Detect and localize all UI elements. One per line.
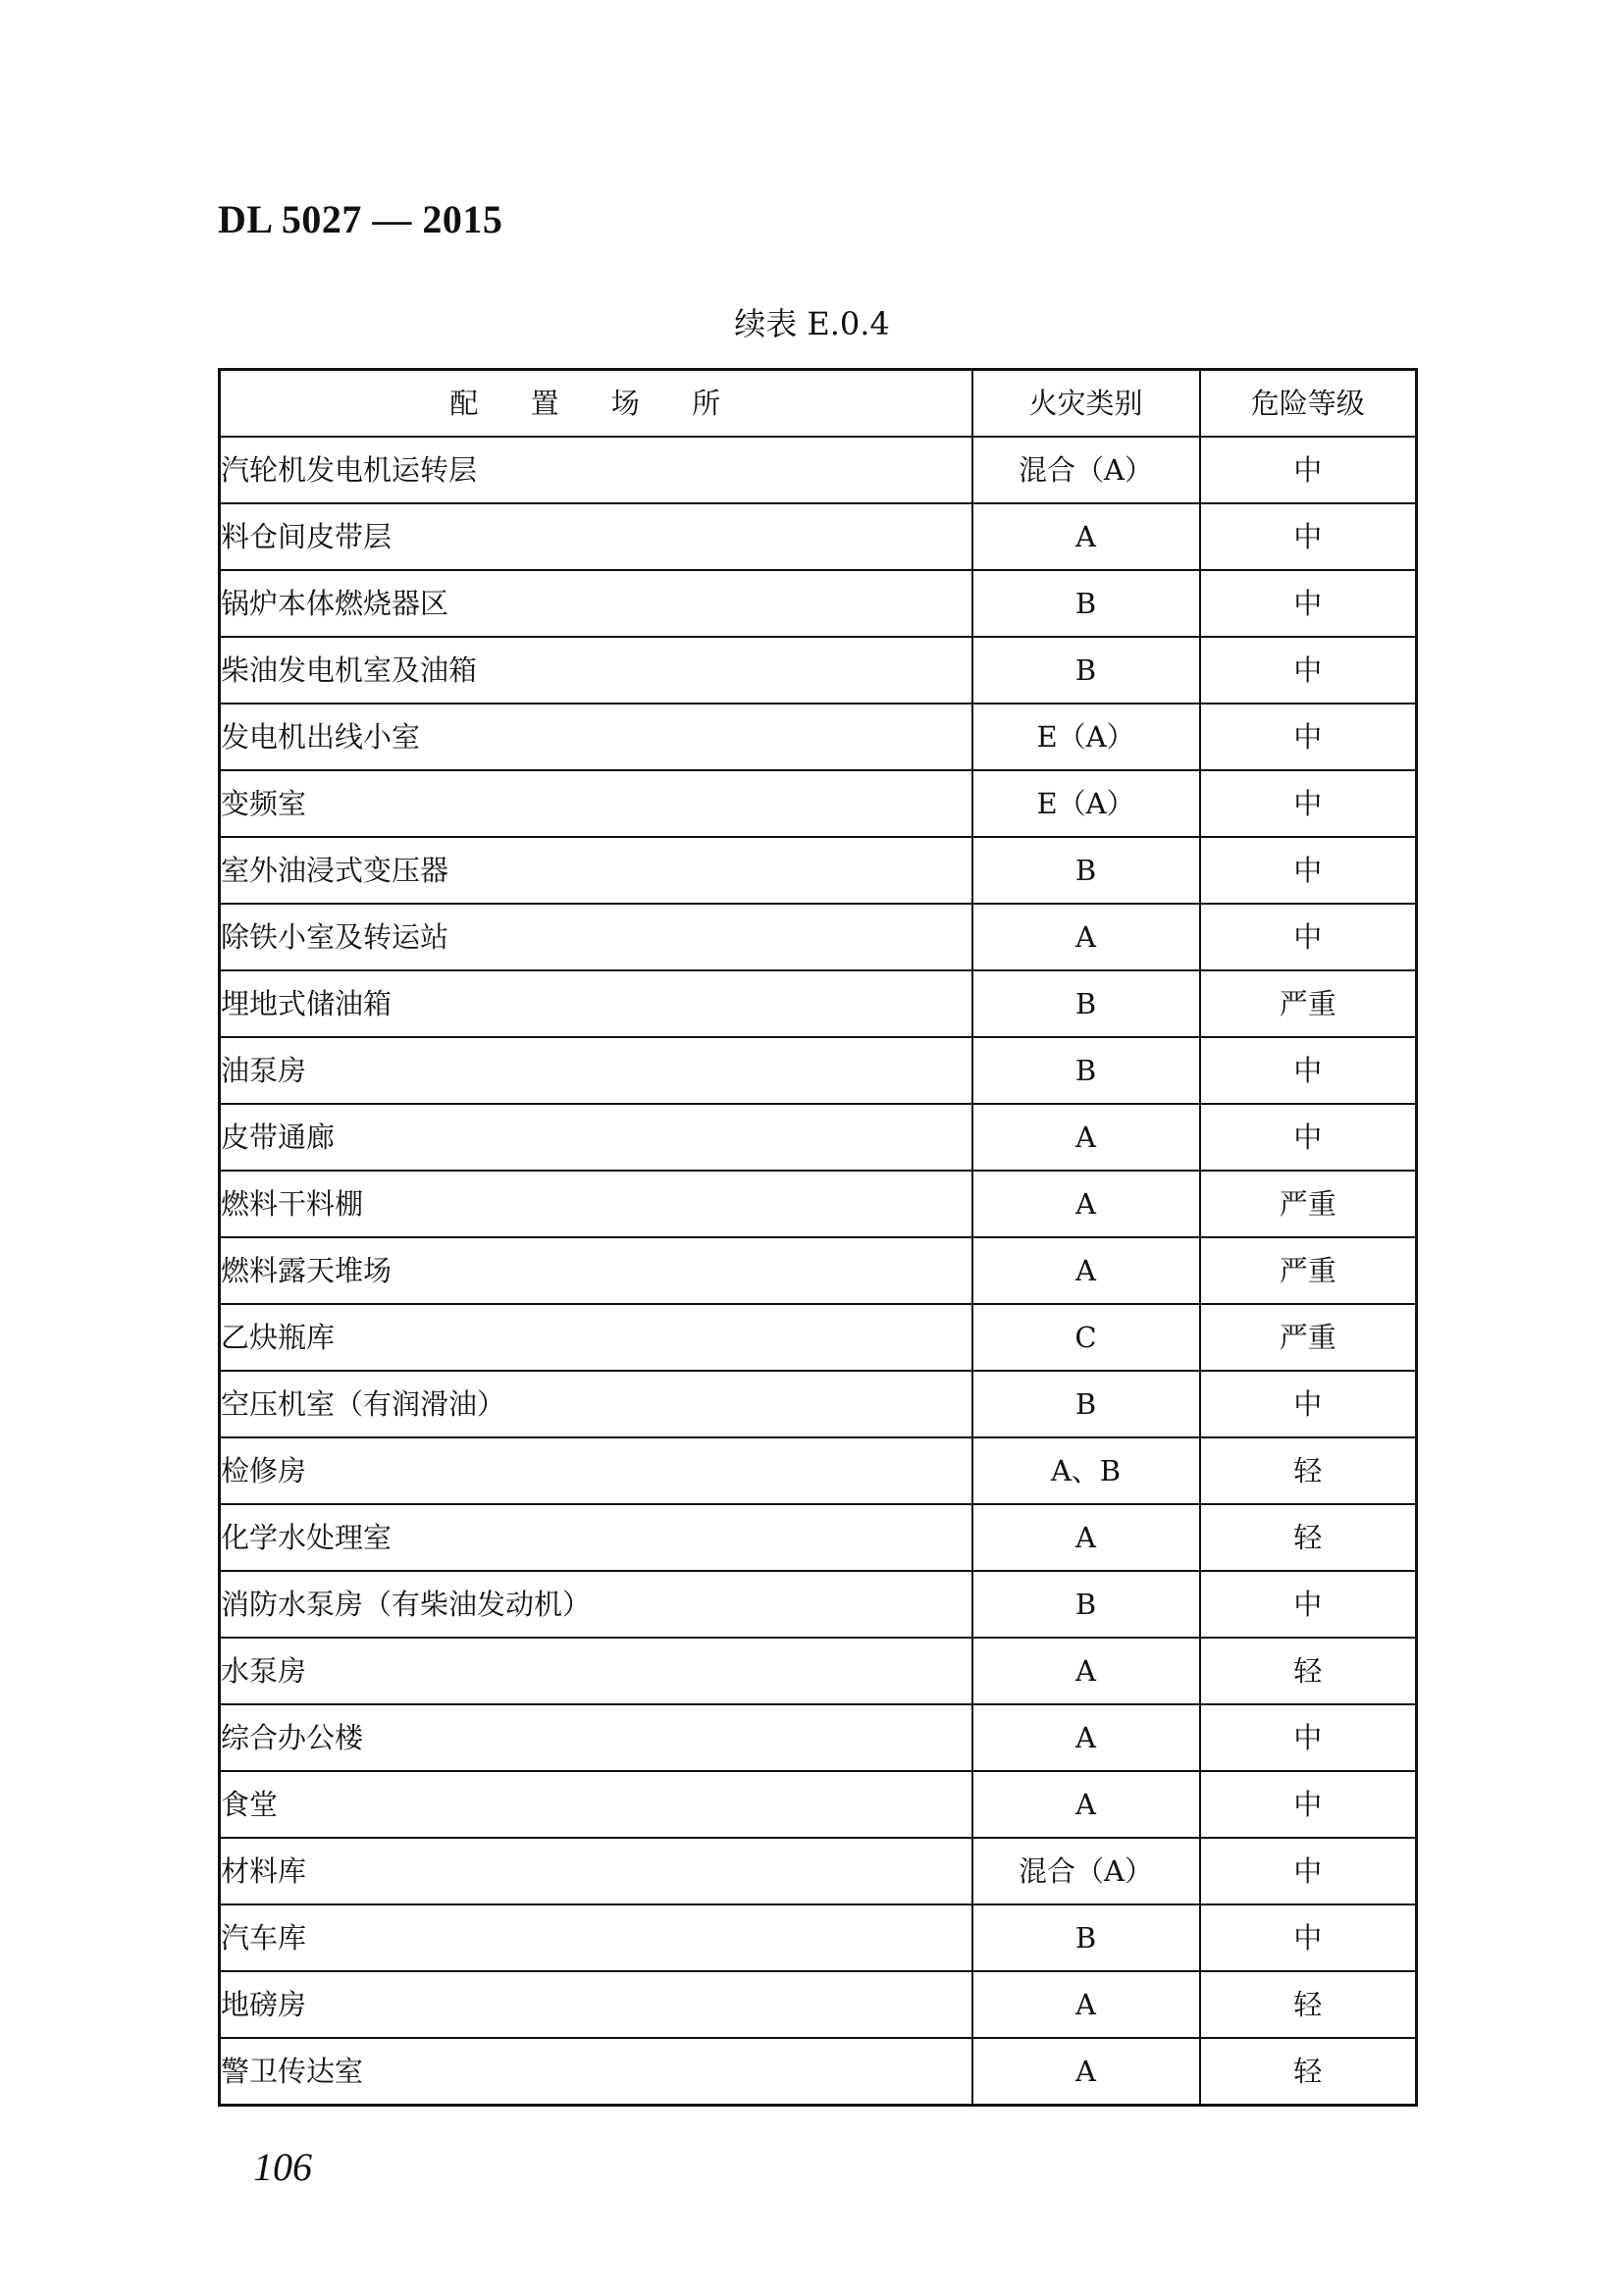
table-row [220,1104,1417,1171]
cell-place: 锅炉本体燃烧器区 [220,570,972,637]
table-row [220,1304,1417,1371]
cell-fire-class: A [972,1971,1200,2038]
cell-fire-class: 混合（A） [972,437,1200,503]
table-row [220,503,1417,570]
table-row [220,437,1417,503]
cell-fire-class: A [972,503,1200,570]
table-row [220,1638,1417,1704]
cell-hazard-level: 中 [1200,637,1417,704]
cell-place: 化学水处理室 [220,1504,972,1571]
table-caption: 续表 E.0.4 [734,305,890,342]
table-row [220,1037,1417,1104]
table-row [220,770,1417,837]
cell-fire-class: A [972,1237,1200,1304]
column-header-fire-class: 火灾类别 [972,370,1200,438]
table-row [220,1904,1417,1971]
cell-fire-class: A [972,1771,1200,1838]
cell-hazard-level: 轻 [1200,2038,1417,2106]
table-header-row [220,370,1417,438]
cell-hazard-level: 中 [1200,1037,1417,1104]
cell-fire-class: 混合（A） [972,1838,1200,1904]
table-row [220,1371,1417,1437]
document-code: DL 5027 — 2015 [218,197,503,241]
table-row [220,2038,1417,2106]
table-row [220,904,1417,970]
cell-fire-class: B [972,1371,1200,1437]
cell-hazard-level: 轻 [1200,1437,1417,1504]
page-number: 106 [253,2145,312,2189]
cell-fire-class: B [972,837,1200,904]
cell-place: 警卫传达室 [220,2038,972,2106]
cell-fire-class: A [972,1504,1200,1571]
cell-hazard-level: 严重 [1200,1171,1417,1237]
table-row [220,1237,1417,1304]
cell-fire-class: C [972,1304,1200,1371]
column-header-place: 配 置 场 所 [220,370,972,438]
table-row [220,837,1417,904]
table-row [220,704,1417,770]
table-row [220,1437,1417,1504]
cell-hazard-level: 中 [1200,837,1417,904]
table-row [220,1504,1417,1571]
cell-place: 发电机出线小室 [220,704,972,770]
cell-hazard-level: 中 [1200,1704,1417,1771]
cell-place: 综合办公楼 [220,1704,972,1771]
cell-place: 汽轮机发电机运转层 [220,437,972,503]
cell-fire-class: A [972,904,1200,970]
cell-place: 地磅房 [220,1971,972,2038]
cell-hazard-level: 中 [1200,503,1417,570]
cell-place: 汽车库 [220,1904,972,1971]
table-row [220,1971,1417,2038]
cell-fire-class: E（A） [972,704,1200,770]
cell-place: 消防水泵房（有柴油发动机） [220,1571,972,1638]
cell-fire-class: A [972,1704,1200,1771]
table-row [220,637,1417,704]
fire-classification-table [218,368,1418,2107]
cell-hazard-level: 中 [1200,437,1417,503]
cell-fire-class: A [972,1171,1200,1237]
cell-place: 柴油发电机室及油箱 [220,637,972,704]
cell-place: 检修房 [220,1437,972,1504]
cell-fire-class: A [972,1104,1200,1171]
cell-fire-class: B [972,1037,1200,1104]
table-row [220,970,1417,1037]
table-row [220,1771,1417,1838]
cell-hazard-level: 中 [1200,770,1417,837]
cell-place: 水泵房 [220,1638,972,1704]
cell-place: 料仓间皮带层 [220,503,972,570]
cell-hazard-level: 中 [1200,904,1417,970]
cell-place: 燃料干料棚 [220,1171,972,1237]
cell-fire-class: B [972,570,1200,637]
cell-hazard-level: 严重 [1200,970,1417,1037]
cell-hazard-level: 中 [1200,1104,1417,1171]
cell-hazard-level: 轻 [1200,1971,1417,2038]
cell-place: 室外油浸式变压器 [220,837,972,904]
cell-place: 油泵房 [220,1037,972,1104]
cell-fire-class: A、B [972,1437,1200,1504]
cell-hazard-level: 中 [1200,1904,1417,1971]
cell-hazard-level: 轻 [1200,1638,1417,1704]
cell-fire-class: E（A） [972,770,1200,837]
cell-hazard-level: 中 [1200,1571,1417,1638]
cell-hazard-level: 中 [1200,1371,1417,1437]
cell-hazard-level: 轻 [1200,1504,1417,1571]
table-row [220,1704,1417,1771]
cell-fire-class: B [972,1571,1200,1638]
cell-hazard-level: 中 [1200,570,1417,637]
cell-place: 食堂 [220,1771,972,1838]
table-row [220,1571,1417,1638]
cell-hazard-level: 中 [1200,1838,1417,1904]
cell-fire-class: A [972,2038,1200,2106]
table-row [220,1838,1417,1904]
cell-fire-class: B [972,970,1200,1037]
column-header-hazard-level: 危险等级 [1200,370,1417,438]
cell-place: 皮带通廊 [220,1104,972,1171]
cell-place: 材料库 [220,1838,972,1904]
cell-hazard-level: 中 [1200,1771,1417,1838]
cell-place: 变频室 [220,770,972,837]
cell-place: 埋地式储油箱 [220,970,972,1037]
table-body [220,437,1417,2106]
cell-fire-class: B [972,637,1200,704]
table-row [220,570,1417,637]
cell-hazard-level: 严重 [1200,1237,1417,1304]
cell-place: 乙炔瓶库 [220,1304,972,1371]
cell-place: 除铁小室及转运站 [220,904,972,970]
cell-fire-class: A [972,1638,1200,1704]
cell-hazard-level: 严重 [1200,1304,1417,1371]
cell-hazard-level: 中 [1200,704,1417,770]
cell-fire-class: B [972,1904,1200,1971]
cell-place: 空压机室（有润滑油） [220,1371,972,1437]
cell-place: 燃料露天堆场 [220,1237,972,1304]
table-row [220,1171,1417,1237]
